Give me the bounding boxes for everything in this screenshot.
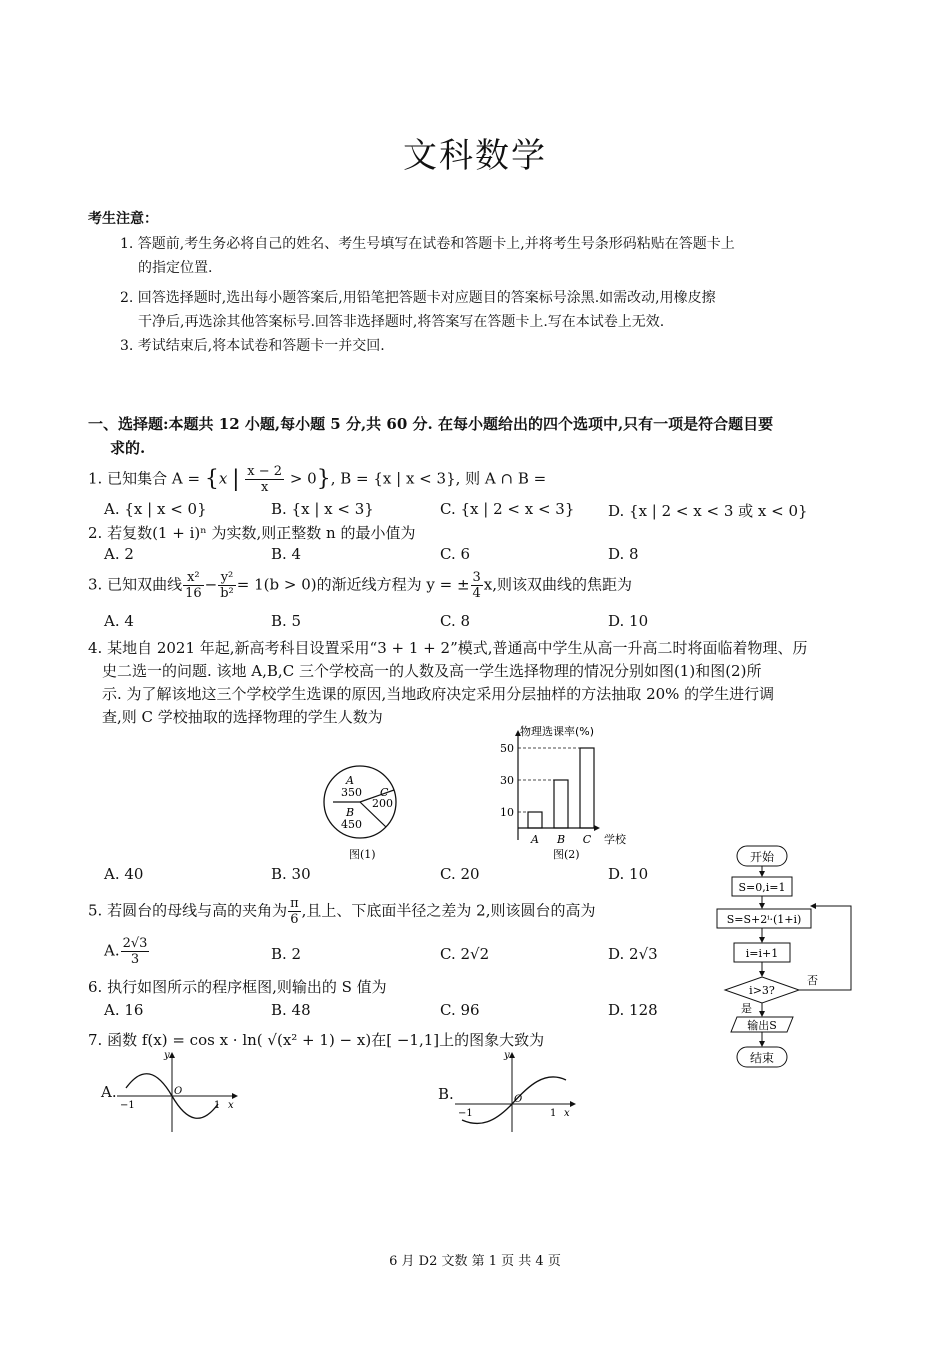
bar-B — [554, 780, 568, 828]
bar-category-B: B — [556, 833, 566, 846]
pie-caption: 图(1) — [349, 848, 376, 861]
question-5 — [88, 896, 688, 927]
q3-pre: 3. 已知双曲线 — [88, 575, 183, 594]
bar-chart — [488, 722, 648, 867]
q3-option-c: C. 8 — [440, 612, 471, 630]
pie-label-c: C — [380, 786, 389, 799]
bar-title: 物理选课率(%) — [520, 725, 595, 738]
pie-chart — [315, 760, 415, 865]
q1-fraction: $\frac{x - 2}{x}$ — [247, 464, 283, 495]
flow-init: S=0,i=1 — [738, 881, 786, 894]
q2-option-a: A. 2 — [104, 545, 134, 563]
q1-option-b: B. {x | x < 3} — [271, 500, 374, 518]
q5-option-b: B. 2 — [271, 945, 302, 963]
q3-post: x,则该双曲线的焦距为 — [483, 575, 633, 594]
q4-line-1: 4. 某地自 2021 年起,新高考科目设置采用“3 + 1 + 2”模式,普通高中学生从高一升高二时将面临着物理、历 — [88, 639, 808, 657]
q6-option-b: B. 48 — [271, 1001, 311, 1019]
q4-line-4: 查,则 C 学校抽取的选择物理的学生人数为 — [102, 708, 383, 726]
bar-caption: 图(2) — [553, 848, 580, 861]
graph-a-y-arrow — [169, 1052, 175, 1058]
flow-update: S=S+2ⁱ·(1+i) — [726, 913, 802, 926]
q3-frac-1: $\frac{\text{x²}}{16}$ — [185, 570, 202, 601]
graph-b-y-label: y — [504, 1050, 510, 1061]
graph-a-pos1: 1 — [214, 1100, 221, 1111]
question-4 — [88, 637, 853, 729]
bar-A — [528, 812, 542, 828]
flow-incr: i=i+1 — [745, 947, 779, 960]
q4-option-b: B. 30 — [271, 865, 311, 883]
q1-option-c: C. {x | 2 < x < 3} — [440, 500, 575, 518]
q1-var: x — [218, 469, 228, 488]
q6-option-d: D. 128 — [608, 1001, 658, 1019]
bar-x-arrow — [594, 825, 600, 831]
pie-label-a: A — [346, 774, 354, 787]
q1-prefix: 1. 已知集合 A = — [88, 469, 201, 488]
q5-post: ,且上、下底面半径之差为 2,则该圆台的高为 — [301, 901, 596, 920]
page-title: 文科数学 — [403, 136, 547, 176]
q1-option-a: A. {x | x < 0} — [104, 500, 207, 518]
notice-line-5: 3. 考试结束后,将本试卷和答题卡一并交回. — [120, 338, 385, 354]
q4-line-2: 史二选一的问题. 该地 A,B,C 三个学校高一的人数及高一学生选择物理的情况分别如图(1)和图(2)所 — [102, 662, 762, 680]
q5-option-c: C. 2√2 — [440, 945, 490, 963]
flow-end: 结束 — [749, 1051, 775, 1065]
q2-option-b: B. 4 — [271, 545, 302, 563]
q3-option-b: B. 5 — [271, 612, 302, 630]
flow-output: 输出S — [747, 1019, 777, 1032]
bar-ytick-30: 30 — [500, 774, 514, 787]
flow-yes: 是 — [741, 1002, 752, 1015]
q2-option-d: D. 8 — [608, 545, 639, 563]
question-6: 6. 执行如图所示的程序框图,则输出的 S 值为 — [88, 978, 387, 996]
q7-graph-b — [450, 1048, 580, 1136]
q4-option-a: A. 40 — [104, 865, 144, 883]
pie-value-c: 200 — [372, 797, 393, 810]
pie-value-a: 350 — [341, 786, 362, 799]
q3-frac-3: $\frac{3}{4}$ — [472, 570, 481, 601]
q4-line-3: 示. 为了解该地这三个学校学生选课的原因,当地政府决定采用分层抽样的方法抽取 20% 的学生进行调 — [102, 685, 775, 703]
question-2: 2. 若复数(1 + i)ⁿ 为实数,则正整数 n 的最小值为 — [88, 524, 416, 542]
section-line-2: 求的. — [110, 439, 146, 457]
graph-b-origin: O — [514, 1094, 523, 1105]
bar-C — [580, 748, 594, 828]
pie-value-b: 450 — [341, 818, 362, 831]
flow-start: 开始 — [749, 850, 775, 864]
q5-frac: $\frac{\pi}{6}$ — [290, 896, 299, 927]
notice-line-1: 1. 答题前,考生务必将自己的姓名、考生号填写在试卷和答题卡上,并将考生号条形码粘贴在答题卡上 — [120, 236, 735, 252]
section-heading — [88, 412, 858, 460]
bar-xlabel: 学校 — [604, 833, 626, 846]
q3-option-d: D. 10 — [608, 612, 649, 630]
flowchart — [715, 840, 860, 1075]
q5-pre: 5. 若圆台的母线与高的夹角为 — [88, 901, 288, 920]
notice-heading: 考生注意： — [88, 211, 158, 227]
q3-eq: = 1(b > 0)的渐近线方程为 y = ± — [236, 575, 470, 594]
q5-option-d: D. 2√3 — [608, 945, 658, 963]
q3-option-a: A. 4 — [104, 612, 134, 630]
q1-option-d: D. {x | 2 < x < 3 或 x < 0} — [608, 502, 808, 520]
flow-no: 否 — [807, 974, 818, 987]
q7-graph-a — [112, 1048, 242, 1136]
pie-label-b: B — [346, 806, 355, 819]
graph-a-y-label: y — [164, 1050, 170, 1061]
notice-line-3: 2. 回答选择题时,选出每小题答案后,用铅笔把答题卡对应题目的答案标号涂黑.如需改动,用橡皮擦 — [120, 290, 716, 306]
question-3 — [88, 570, 853, 601]
graph-b-neg1: −1 — [458, 1108, 473, 1119]
q3-minus: − — [204, 575, 218, 594]
notice-line-4: 干净后,再选涂其他答案标号.回答非选择题时,将答案写在答题卡上.写在本试卷上无效. — [138, 314, 665, 330]
bar-group — [500, 742, 594, 846]
question-1: 1. 已知集合 A = {x | $\frac{x - 2}{x}$ > 0}, B = {x | x < 3}, 则 A ∩ B = — [88, 464, 547, 495]
graph-b-pos1: 1 — [550, 1108, 557, 1119]
graph-a-x-arrow — [232, 1093, 238, 1099]
graph-a-origin: O — [174, 1086, 183, 1097]
bar-ytick-50: 50 — [500, 742, 514, 755]
graph-a-x-label: x — [228, 1100, 234, 1111]
q2-option-c: C. 6 — [440, 545, 471, 563]
q5-option-a: A. $\frac{2√3}{3}$ — [104, 936, 148, 967]
notice-line-2: 的指定位置. — [138, 260, 213, 276]
graph-b-x-arrow — [570, 1101, 576, 1107]
q7-option-a-label: A. — [101, 1083, 117, 1101]
flow-cond: i>3? — [749, 984, 775, 997]
q4-option-d: D. 10 — [608, 865, 649, 883]
bar-category-A: A — [531, 833, 539, 846]
graph-a-neg1: −1 — [120, 1100, 135, 1111]
section-line-1: 一、选择题:本题共 12 小题,每小题 5 分,共 60 分. 在每小题给出的四个选项中,只有一项是符合题目要 — [88, 415, 774, 433]
q3-frac-2: $\frac{\text{y²}}{\text{b²}}$ — [220, 570, 234, 601]
q7-option-b-label: B. — [438, 1085, 454, 1103]
page-footer: 6 月 D2 文数 第 1 页 共 4 页 — [389, 1254, 561, 1269]
q1-cond: > 0 — [289, 469, 317, 488]
bar-ytick-10: 10 — [500, 806, 514, 819]
q1-rest: , B = {x | x < 3}, 则 A ∩ B = — [330, 469, 547, 488]
graph-b-y-arrow — [509, 1052, 515, 1058]
q6-option-a: A. 16 — [104, 1001, 144, 1019]
q6-option-c: C. 96 — [440, 1001, 480, 1019]
bar-category-C: C — [582, 833, 592, 846]
question-7: 7. 函数 f(x) = cos x · ln( √(x² + 1) − x)在[ −1,1]上的图象大致为 — [88, 1031, 545, 1049]
q4-option-c: C. 20 — [440, 865, 480, 883]
graph-b-x-label: x — [564, 1108, 570, 1119]
